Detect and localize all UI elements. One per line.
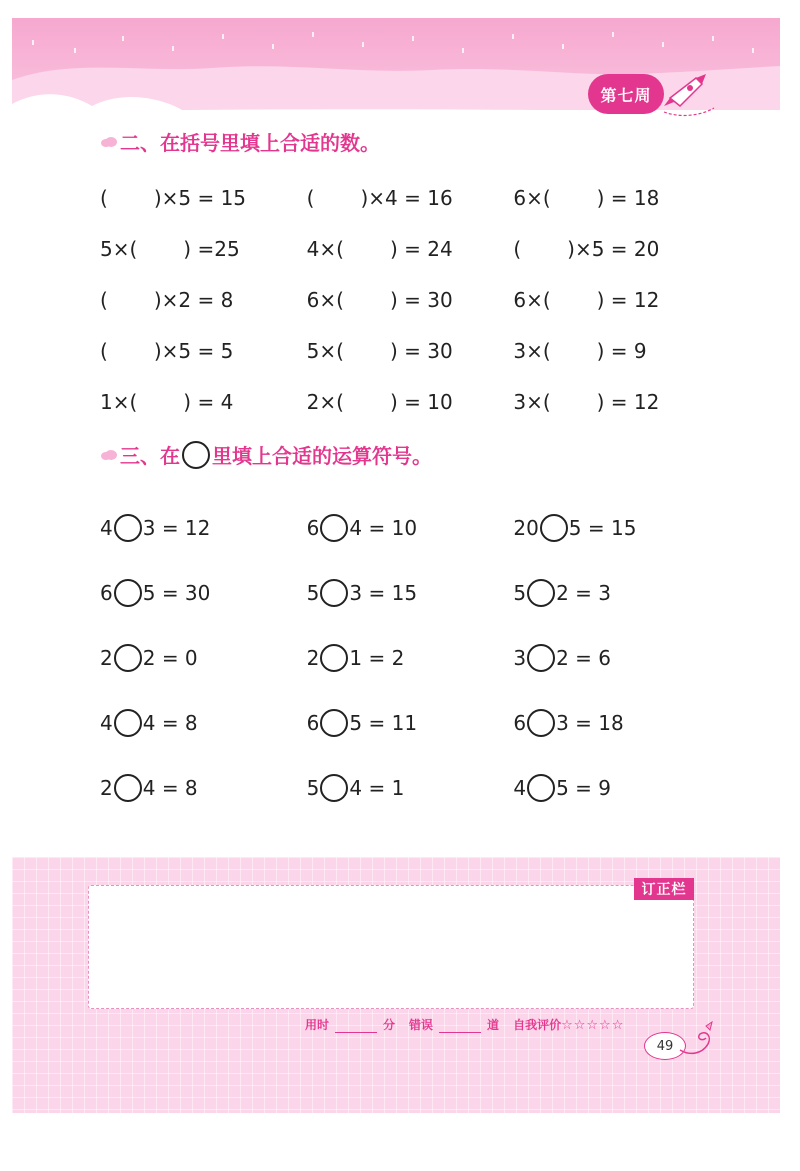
equation: ( )×2 = 8: [100, 287, 234, 312]
operator-circle[interactable]: [320, 774, 348, 802]
equation: 5 2 = 3: [513, 580, 611, 605]
operator-circle[interactable]: [114, 644, 142, 672]
time-blank[interactable]: [335, 1020, 377, 1033]
equation: 3×( ) = 9: [513, 338, 647, 363]
fill-blank-row: [100, 376, 720, 427]
equation: 2 1 = 2: [306, 645, 405, 670]
operator-circle[interactable]: [527, 644, 555, 672]
fill-blank-grid: [100, 172, 720, 427]
rocket-icon: [656, 68, 720, 120]
operator-circle[interactable]: [320, 514, 348, 542]
operator-row: [100, 495, 720, 560]
operator-circle[interactable]: [114, 514, 142, 542]
operator-grid: [100, 495, 720, 820]
operator-circle[interactable]: [320, 579, 348, 607]
equation: 2 4 = 8: [100, 775, 198, 800]
equation: 6×( ) = 18: [513, 185, 660, 210]
fill-blank-row: [100, 223, 720, 274]
equation: 5 3 = 15: [306, 580, 418, 605]
equation: 6 4 = 10: [306, 515, 418, 540]
operator-row: [100, 755, 720, 820]
equation: ( )×5 = 20: [513, 236, 660, 261]
swirl-icon: [676, 1020, 720, 1060]
equation: ( )×5 = 15: [100, 185, 247, 210]
equation: 1×( ) = 4: [100, 389, 234, 414]
circle-symbol-icon: [182, 441, 210, 469]
operator-circle[interactable]: [114, 579, 142, 607]
operator-row: [100, 560, 720, 625]
equation: 4 4 = 8: [100, 710, 198, 735]
equation: 2 2 = 0: [100, 645, 198, 670]
operator-circle[interactable]: [527, 774, 555, 802]
equation: 6×( ) = 30: [306, 287, 453, 312]
equation: ( )×5 = 5: [100, 338, 234, 363]
rating-stars[interactable]: ☆☆☆☆☆: [561, 1018, 625, 1033]
page-number: 49: [644, 1032, 686, 1060]
equation: 5×( ) =25: [100, 236, 240, 261]
operator-circle[interactable]: [320, 644, 348, 672]
equation: 6×( ) = 12: [513, 287, 660, 312]
equation: ( )×4 = 16: [306, 185, 453, 210]
operator-row: [100, 625, 720, 690]
equation: 6 5 = 30: [100, 580, 211, 605]
equation: 5×( ) = 30: [306, 338, 453, 363]
equation: 2×( ) = 10: [306, 389, 453, 414]
equation: 4 5 = 9: [513, 775, 611, 800]
equation: 6 3 = 18: [513, 710, 624, 735]
section-2-title-text: 二、在括号里填上合适的数。: [120, 131, 380, 155]
operator-circle[interactable]: [540, 514, 568, 542]
operator-circle[interactable]: [527, 709, 555, 737]
fill-blank-row: [100, 172, 720, 223]
equation: 5 4 = 1: [306, 775, 405, 800]
operator-circle[interactable]: [320, 709, 348, 737]
equation: 3×( ) = 12: [513, 389, 660, 414]
equation: 4×( ) = 24: [306, 236, 453, 261]
footer-stats: 用时 分 错误 道 自我评价 ☆☆☆☆☆: [305, 1018, 625, 1033]
operator-circle[interactable]: [527, 579, 555, 607]
operator-circle[interactable]: [114, 709, 142, 737]
equation: 6 5 = 11: [306, 710, 418, 735]
equation: 3 2 = 6: [513, 645, 611, 670]
week-badge: 第七周: [588, 74, 664, 114]
fill-blank-row: [100, 325, 720, 376]
operator-circle[interactable]: [114, 774, 142, 802]
correction-label: 订正栏: [634, 878, 694, 900]
section-3-title: 三、在 里填上合适的运算符号。: [100, 440, 432, 469]
operator-row: [100, 690, 720, 755]
section-2-title: [100, 127, 380, 156]
error-blank[interactable]: [439, 1020, 481, 1033]
equation: 20 5 = 15: [513, 515, 637, 540]
cloud-icon: [100, 449, 118, 461]
correction-area[interactable]: [88, 885, 694, 1009]
equation: 4 3 = 12: [100, 515, 211, 540]
cloud-icon: [100, 136, 118, 148]
fill-blank-row: [100, 274, 720, 325]
